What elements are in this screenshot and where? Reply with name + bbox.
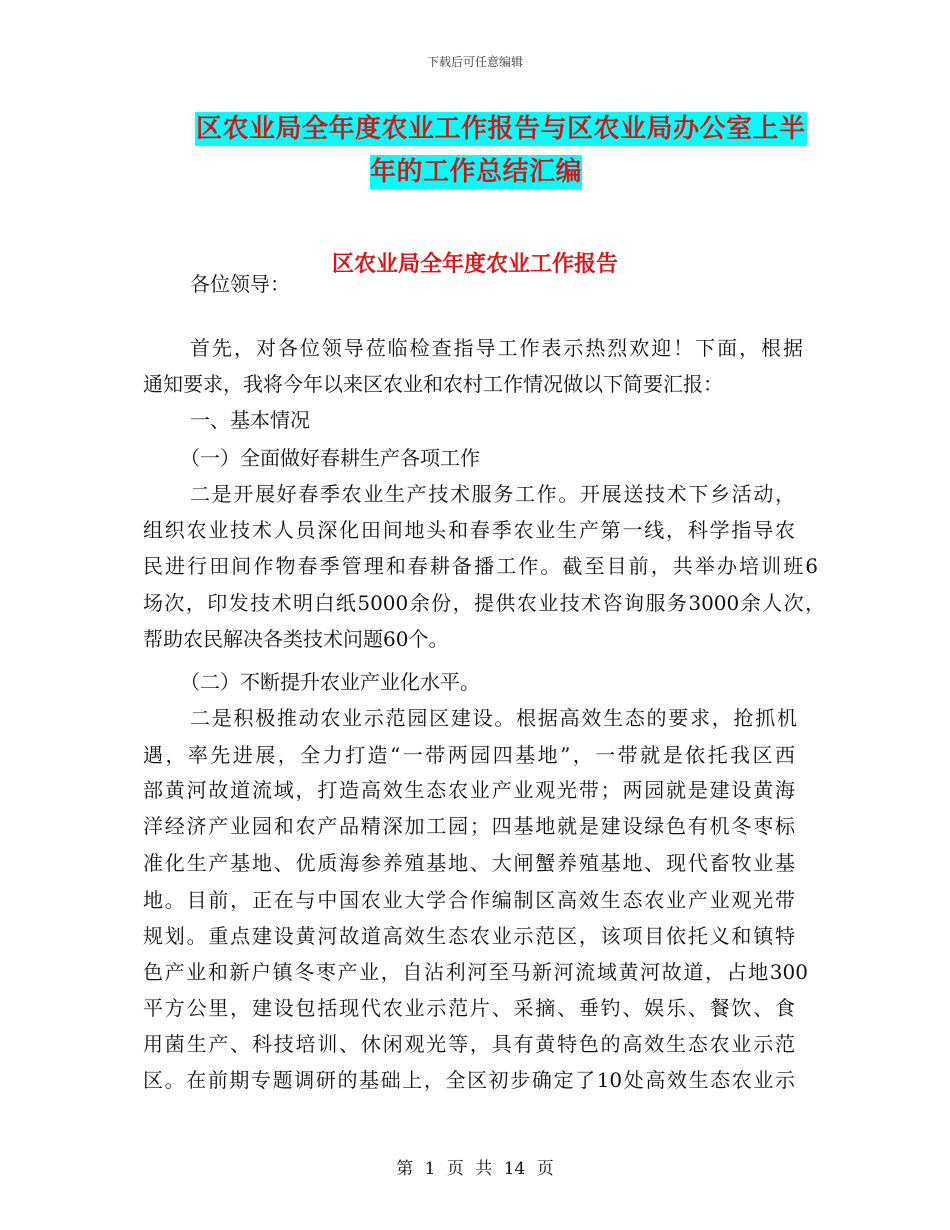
paragraph-line: 地。目前，正在与中国农业大学合作编制区高效生态农业产业观光带 <box>143 888 795 912</box>
paragraph-line: 用菌生产、科技培训、休闲观光等，具有黄特色的高效生态农业示范 <box>143 1032 795 1056</box>
paragraph-line: 准化生产基地、优质海参养殖基地、大闸蟹养殖基地、现代畜牧业基 <box>143 851 795 875</box>
heading-line: 一、基本情况 <box>190 408 310 432</box>
paragraph-line: 平方公里，建设包括现代农业示范片、采摘、垂钓、娱乐、餐饮、食 <box>143 996 795 1020</box>
page-header-note: 下载后可任意编辑 <box>426 55 523 69</box>
document-title-line-2: 年的工作总结汇编 <box>370 157 583 187</box>
paragraph-line: 二是积极推动农业示范园区建设。根据高效生态的要求，抢抓机 <box>190 706 797 730</box>
paragraph-line: 首先，对各位领导莅临检查指导工作表示热烈欢迎！下面，根据 <box>190 336 803 360</box>
paragraph-line: 色产业和新户镇冬枣产业，自沾利河至马新河流域黄河故道，占地300 <box>143 960 808 984</box>
paragraph-line: 规划。重点建设黄河故道高效生态农业示范区，该项目依托义和镇特 <box>143 924 795 948</box>
paragraph-line: 部黄河故道流域，打造高效生态农业产业观光带；两园就是建设黄海 <box>143 778 795 802</box>
section-title: 区农业局全年度农业工作报告 <box>331 252 618 277</box>
paragraph-line: 场次，印发技术明白纸5000余份，提供农业技术咨询服务3000余人次， <box>143 591 825 615</box>
salutation: 各位领导： <box>190 272 290 296</box>
paragraph-line: 通知要求，我将今年以来区农业和农村工作情况做以下简要汇报： <box>143 372 723 396</box>
page-number: 第 1 页 共 14 页 <box>396 1159 554 1179</box>
document-title-line-1: 区农业局全年度农业工作报告与区农业局办公室上半 <box>196 114 806 144</box>
paragraph-line: 民进行田间作物春季管理和春耕备播工作。截至目前，共举办培训班6 <box>143 554 818 578</box>
paragraph-line: 区。在前期专题调研的基础上，全区初步确定了10处高效生态农业示 <box>143 1068 795 1092</box>
paragraph-line: 帮助农民解决各类技术问题60个。 <box>143 627 449 651</box>
paragraph-line: 洋经济产业园和农产品精深加工园；四基地就是建设绿色有机冬枣标 <box>143 814 795 838</box>
heading-line: （二）不断提升农业产业化水平。 <box>180 670 480 694</box>
heading-line: （一）全面做好春耕生产各项工作 <box>180 446 480 470</box>
paragraph-line: 遇，率先进展，全力打造“一带两园四基地”，一带就是依托我区西 <box>143 743 795 767</box>
paragraph-line: 二是开展好春季农业生产技术服务工作。开展送技术下乡活动， <box>190 482 795 506</box>
paragraph-line: 组织农业技术人员深化田间地头和春季农业生产第一线，科学指导农 <box>143 518 795 542</box>
